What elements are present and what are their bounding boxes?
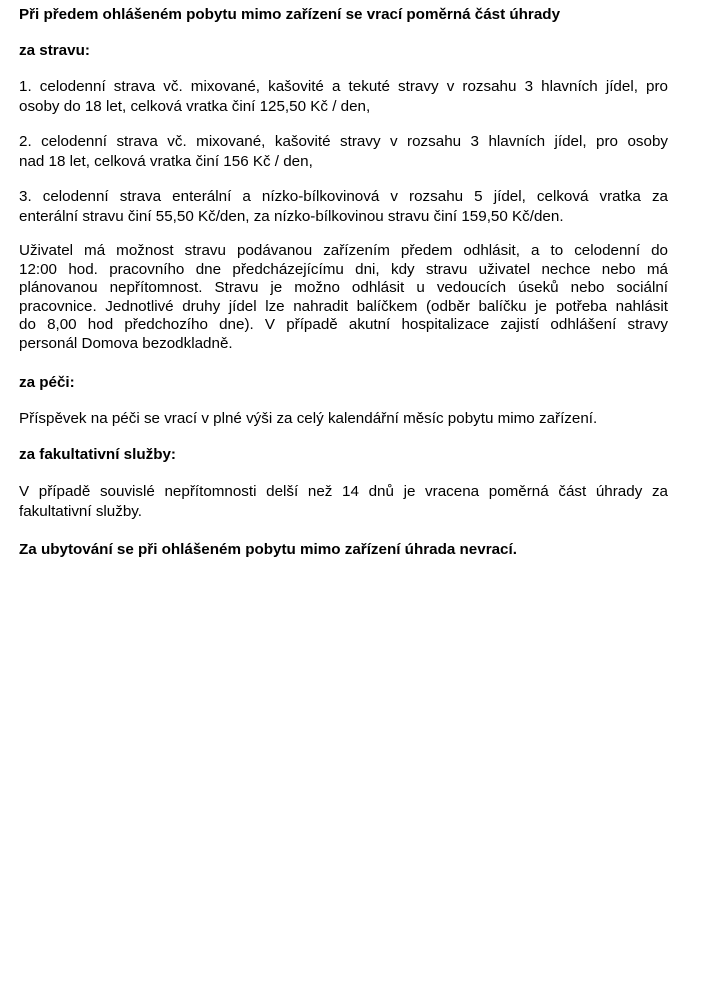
food-note-line-4: pracovnice. Jednotlivé druhy jídel lze nahradit balíčkem (odběr balíčku je potřeba nahlásit bbox=[19, 297, 668, 315]
section-heading-care: za péči: bbox=[19, 374, 75, 391]
section-heading-food: za stravu: bbox=[19, 42, 90, 59]
food-item-3-line-1: 3. celodenní strava enterální a nízko-bílkovinová v rozsahu 5 jídel, celková vratka za bbox=[19, 188, 668, 205]
optional-services-line-1: V případě souvislé nepřítomnosti delší než 14 dnů je vracena poměrná část úhrady za bbox=[19, 483, 668, 500]
food-item-1 bbox=[19, 77, 668, 116]
care-text-line-1: Příspěvek na péči se vrací v plné výši za celý kalendářní měsíc pobytu mimo zařízení. bbox=[19, 410, 598, 427]
food-note-line-3: plánovanou nepřítomnost. Stravu je možno odhlásit u vedoucích úseků nebo sociální bbox=[19, 279, 668, 297]
food-item-1-line-2: osoby do 18 let, celková vratka činí 125,50 Kč / den, bbox=[19, 97, 371, 115]
food-note-line-2: 12:00 hod. pracovního dne předcházejícímu dni, kdy stravu uživatel nechce nebo má bbox=[19, 260, 668, 278]
food-item-2-line-1: 2. celodenní strava vč. mixované, kašovité stravy v rozsahu 3 hlavních jídel, pro osoby bbox=[19, 133, 668, 150]
document-title: Při předem ohlášeném pobytu mimo zařízení se vrací poměrná část úhrady bbox=[19, 6, 561, 23]
food-note bbox=[19, 242, 668, 354]
closing-statement: Za ubytování se při ohlášeném pobytu mimo zařízení úhrada nevrací. bbox=[19, 541, 517, 558]
food-item-3 bbox=[19, 187, 668, 226]
optional-services-line-2: fakultativní služby. bbox=[19, 502, 142, 520]
food-item-2-line-2: nad 18 let, celková vratka činí 156 Kč / den, bbox=[19, 152, 313, 170]
care-text bbox=[19, 409, 668, 429]
food-note-line-5: do 8,00 hod předchozího dne). V případě akutní hospitalizace zajistí odhlášení stravy bbox=[19, 316, 668, 334]
food-item-2 bbox=[19, 132, 668, 171]
food-note-line-1: Uživatel má možnost stravu podávanou zařízením předem odhlásit, a to celodenní do bbox=[19, 242, 668, 259]
food-note-line-6: personál Domova bezodkladně. bbox=[19, 334, 233, 352]
section-heading-optional-services: za fakultativní služby: bbox=[19, 446, 176, 463]
food-item-1-line-1: 1. celodenní strava vč. mixované, kašovité a tekuté stravy v rozsahu 3 hlavních jídel, pro bbox=[19, 78, 668, 95]
optional-services-text bbox=[19, 482, 668, 521]
food-item-3-line-2: enterální stravu činí 55,50 Kč/den, za nízko-bílkovinou stravu činí 159,50 Kč/den. bbox=[19, 207, 564, 225]
